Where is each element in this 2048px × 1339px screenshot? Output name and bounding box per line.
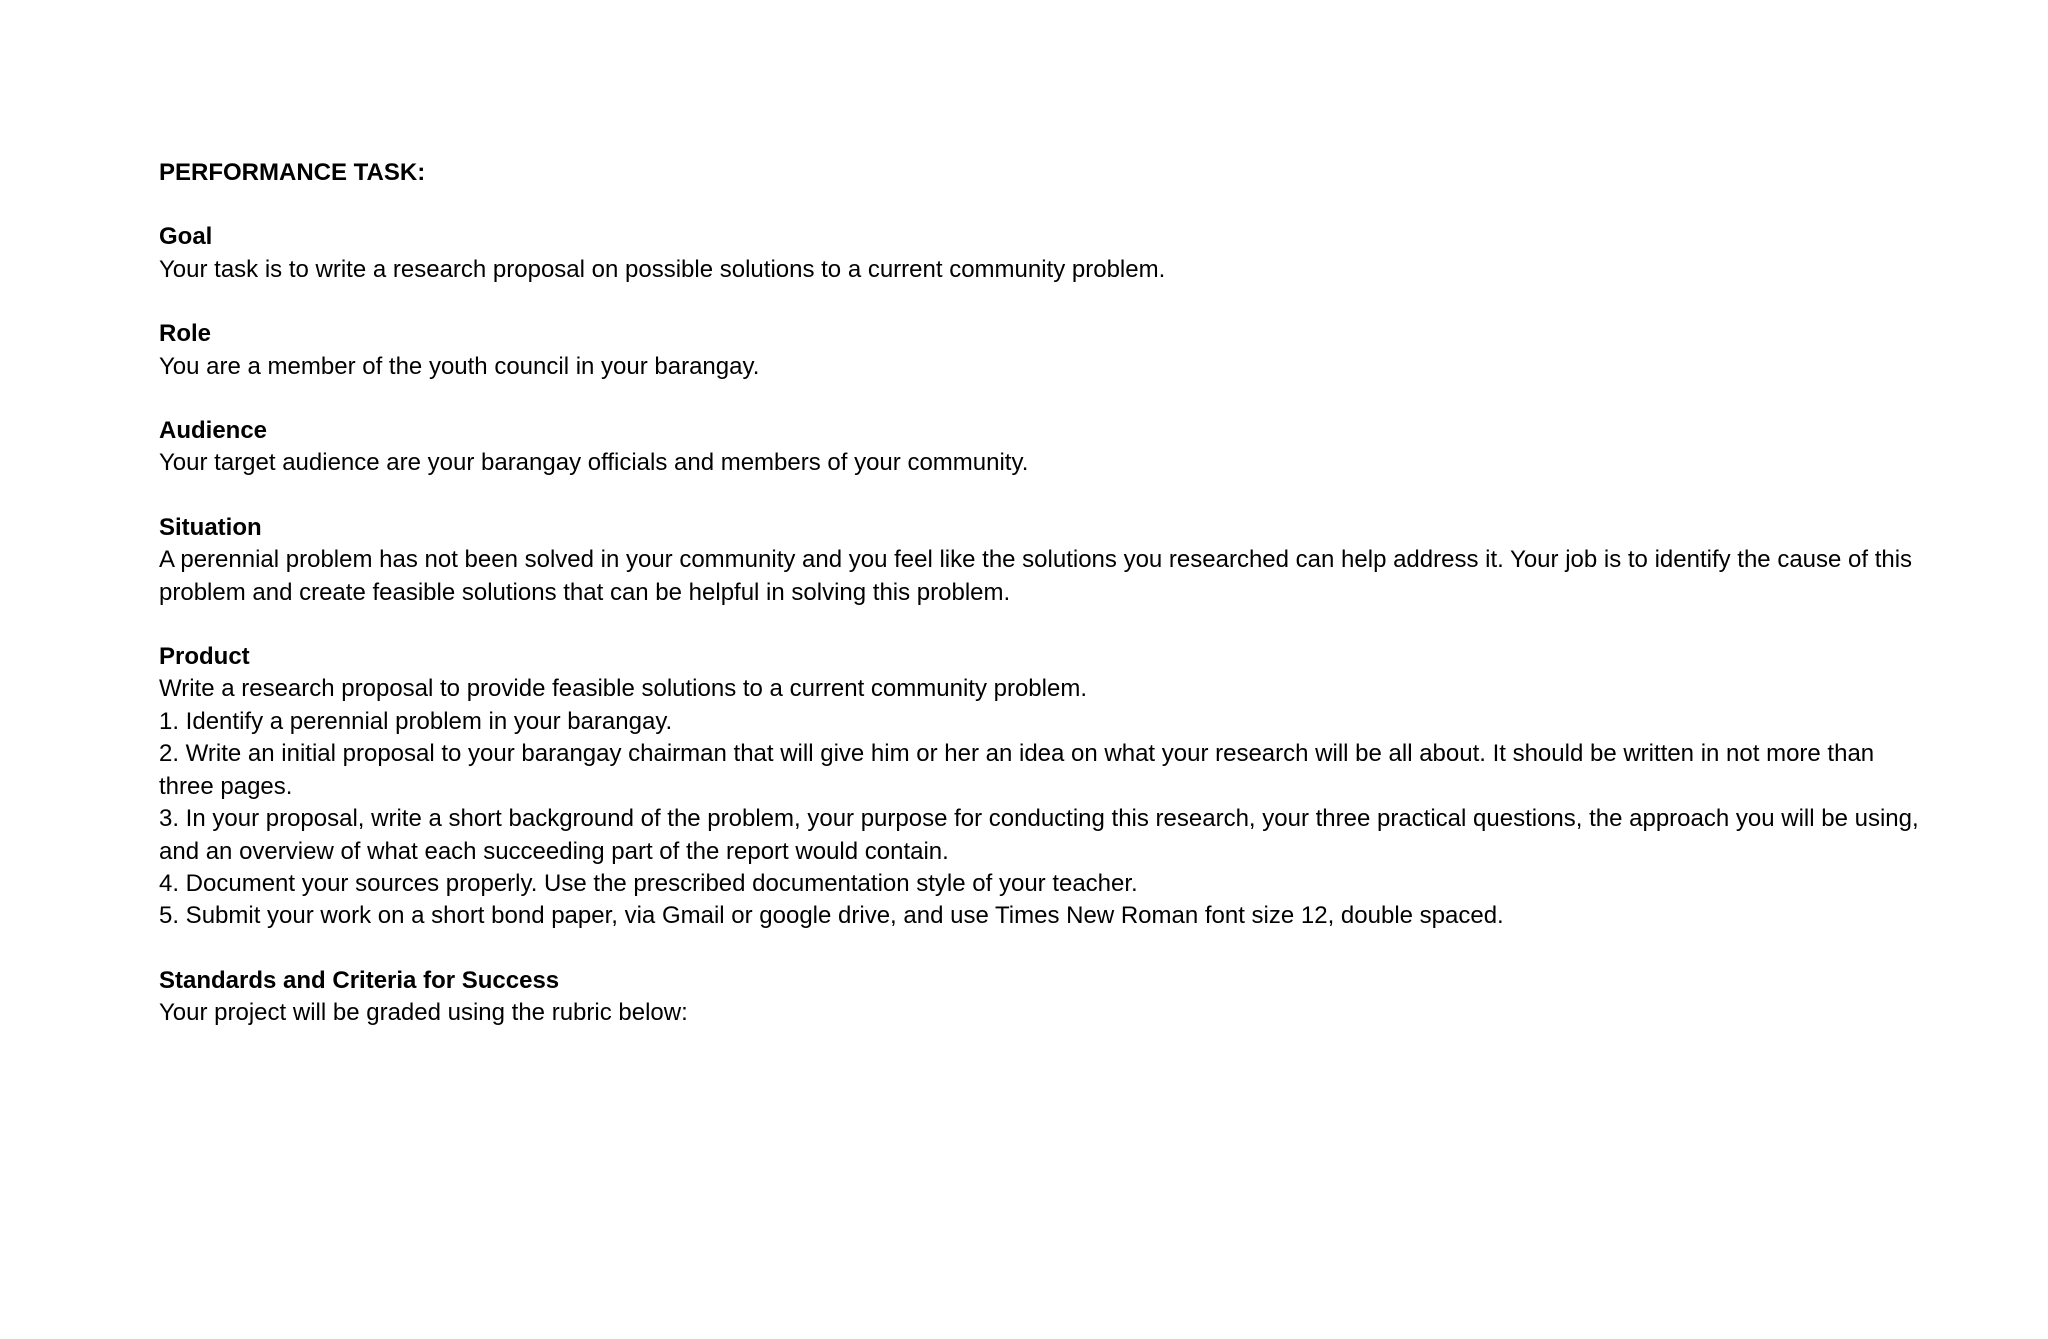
- standards-text: Your project will be graded using the rubric below:: [159, 999, 688, 1027]
- goal-section: [159, 221, 1919, 286]
- role-section: [159, 318, 1919, 383]
- goal-text: Your task is to write a research proposal on possible solutions to a current community problem.: [159, 255, 1166, 283]
- list-item: 3. In your proposal, write a short background of the problem, your purpose for conducting this research, your three practical questions, the approach you will be using, and an overview of what each succeeding part of the report would contain.: [159, 805, 1919, 865]
- role-heading: Role: [159, 320, 212, 348]
- audience-section: [159, 415, 1919, 480]
- list-item: 4. Document your sources properly. Use the prescribed documentation style of your teacher.: [159, 869, 1138, 897]
- list-item: 2. Write an initial proposal to your barangay chairman that will give him or her an idea on what your research will be all about. It should be written in not more than three pages.: [159, 740, 1875, 800]
- situation-heading: Situation: [159, 513, 262, 541]
- list-item: 1. Identify a perennial problem in your barangay.: [159, 707, 673, 735]
- audience-text: Your target audience are your barangay officials and members of your community.: [159, 449, 1029, 477]
- page-title: PERFORMANCE TASK:: [159, 159, 426, 186]
- list-item: 5. Submit your work on a short bond paper, via Gmail or google drive, and use Times New Roman font size 12, double spaced.: [159, 902, 1504, 930]
- audience-heading: Audience: [159, 417, 268, 445]
- document-page: [159, 157, 1919, 1062]
- goal-heading: Goal: [159, 223, 213, 251]
- product-intro: Write a research proposal to provide feasible solutions to a current community problem.: [159, 675, 1087, 703]
- standards-heading: Standards and Criteria for Success: [159, 966, 560, 994]
- standards-section: [159, 965, 1919, 1030]
- situation-section: [159, 512, 1919, 609]
- product-section: [159, 641, 1919, 933]
- situation-text: A perennial problem has not been solved in your community and you feel like the solutions you researched can help address it. Your job is to identify the cause of this problem and create feasible solutions that can be helpful in solving this problem.: [159, 546, 1913, 606]
- product-heading: Product: [159, 643, 250, 671]
- role-text: You are a member of the youth council in your barangay.: [159, 352, 760, 380]
